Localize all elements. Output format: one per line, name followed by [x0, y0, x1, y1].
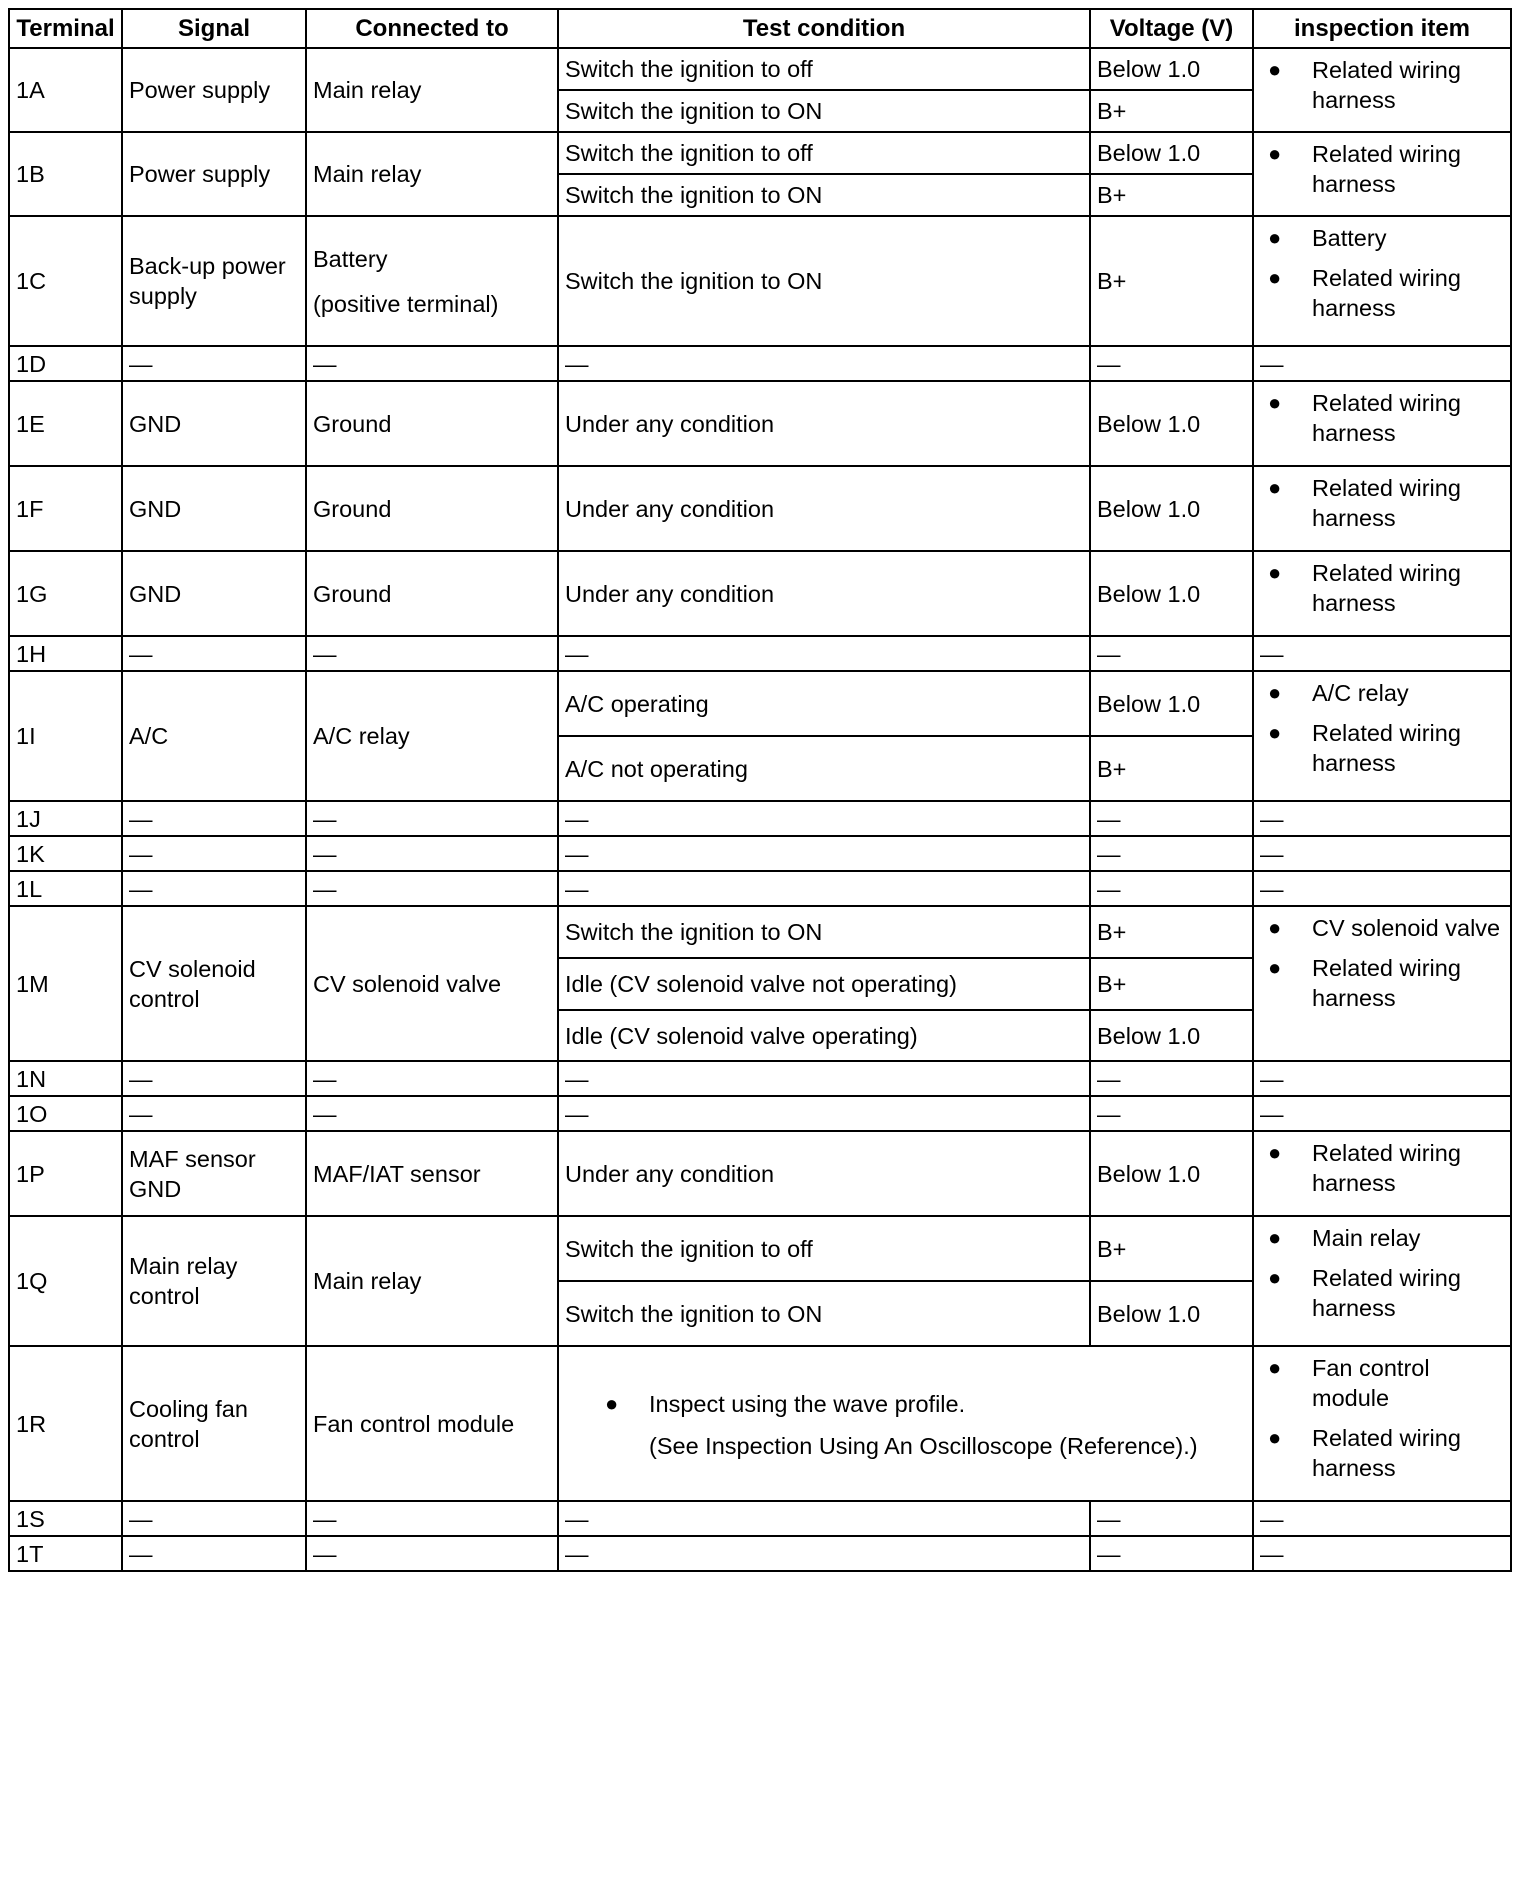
condition-cell: — — [558, 871, 1090, 906]
table-row — [9, 1216, 1511, 1281]
connector-terminal-table — [8, 8, 1510, 1572]
bullet-icon: ● — [1268, 560, 1282, 585]
signal-cell: — — [122, 836, 306, 871]
terminal-cell: 1M — [9, 906, 122, 1061]
connected-text: A/C relay — [313, 723, 410, 749]
condition-cell: Idle (CV solenoid valve not operating) — [558, 958, 1090, 1010]
voltage-cell: Below 1.0 — [1090, 466, 1253, 551]
connected-cell: — — [306, 636, 558, 671]
condition-cell: Switch the ignition to ON — [558, 1281, 1090, 1346]
condition-cell: — — [558, 801, 1090, 836]
signal-cell: GND — [122, 466, 306, 551]
inspection-list-item — [1268, 678, 1506, 708]
table-row-empty — [9, 836, 1511, 871]
connected-cell — [306, 1131, 558, 1216]
signal-cell: — — [122, 1501, 306, 1536]
inspection-list-item — [1268, 473, 1506, 533]
inspection-cell — [1253, 1216, 1511, 1346]
terminal-cell: 1Q — [9, 1216, 122, 1346]
inspection-cell: — — [1253, 636, 1511, 671]
inspection-list-item — [1268, 55, 1506, 115]
inspection-list-item — [1268, 718, 1506, 778]
header-connected-to: Connected to — [306, 9, 558, 48]
terminal-cell: 1D — [9, 346, 122, 381]
terminal-cell: 1I — [9, 671, 122, 801]
table-row — [9, 671, 1511, 736]
connected-text: Main relay — [313, 1268, 422, 1294]
table-row — [9, 1346, 1511, 1501]
connected-text: Ground — [313, 580, 392, 607]
connected-text-secondary: (positive terminal) — [313, 290, 499, 317]
signal-cell: — — [122, 801, 306, 836]
terminal-cell: 1K — [9, 836, 122, 871]
voltage-cell: — — [1090, 636, 1253, 671]
table-row-empty — [9, 346, 1511, 381]
inspection-cell — [1253, 671, 1511, 801]
header-signal: Signal — [122, 9, 306, 48]
condition-cell: — — [558, 836, 1090, 871]
bullet-icon: ● — [1268, 141, 1282, 166]
table-row-empty — [9, 636, 1511, 671]
connected-cell: — — [306, 1536, 558, 1571]
inspection-item-text: CV solenoid valve — [1312, 915, 1501, 941]
table-row-empty — [9, 1536, 1511, 1571]
inspection-item-text: Related wiring harness — [1312, 1265, 1461, 1321]
connected-cell: — — [306, 1501, 558, 1536]
terminal-table — [8, 8, 1512, 1572]
inspection-list-item — [1268, 1353, 1506, 1413]
connected-text: MAF/IAT sensor — [313, 1160, 481, 1187]
header-inspection-item: inspection item — [1253, 9, 1511, 48]
voltage-cell: Below 1.0 — [1090, 48, 1253, 90]
inspection-cell: — — [1253, 1536, 1511, 1571]
inspection-cell: — — [1253, 1096, 1511, 1131]
terminal-cell: 1O — [9, 1096, 122, 1131]
bullet-icon: ● — [1268, 1425, 1282, 1450]
inspection-item-text: Main relay — [1312, 1225, 1421, 1251]
signal-cell: — — [122, 636, 306, 671]
condition-cell: Switch the ignition to off — [558, 48, 1090, 90]
inspection-item-text: Related wiring harness — [1312, 955, 1461, 1011]
voltage-cell: Below 1.0 — [1090, 381, 1253, 466]
connected-text: Ground — [313, 410, 392, 437]
connected-cell — [306, 466, 558, 551]
bullet-icon: ● — [1268, 680, 1282, 705]
merged-condition-note: (See Inspection Using An Oscilloscope (Reference).) — [649, 1432, 1198, 1459]
bullet-icon: ● — [1268, 955, 1282, 980]
terminal-cell: 1B — [9, 132, 122, 216]
connected-cell — [306, 671, 558, 801]
connected-cell — [306, 906, 558, 1061]
voltage-cell: — — [1090, 871, 1253, 906]
inspection-cell: — — [1253, 871, 1511, 906]
signal-cell: MAF sensor GND — [122, 1131, 306, 1216]
voltage-cell: B+ — [1090, 1216, 1253, 1281]
terminal-cell: 1J — [9, 801, 122, 836]
bullet-icon: ● — [1268, 265, 1282, 290]
bullet-icon: ● — [1268, 720, 1282, 745]
terminal-cell: 1A — [9, 48, 122, 132]
voltage-cell: Below 1.0 — [1090, 1010, 1253, 1061]
condition-cell: — — [558, 1096, 1090, 1131]
inspection-item-text: A/C relay — [1312, 680, 1409, 706]
inspection-cell — [1253, 132, 1511, 216]
connected-cell — [306, 381, 558, 466]
inspection-list-item — [1268, 388, 1506, 448]
voltage-cell: Below 1.0 — [1090, 551, 1253, 636]
voltage-cell: B+ — [1090, 958, 1253, 1010]
voltage-cell: B+ — [1090, 736, 1253, 801]
connected-cell: — — [306, 1061, 558, 1096]
merged-condition-text: Inspect using the wave profile. — [649, 1390, 966, 1417]
terminal-cell: 1C — [9, 216, 122, 346]
voltage-cell: — — [1090, 836, 1253, 871]
inspection-list-item — [1268, 263, 1506, 323]
connected-cell: — — [306, 1096, 558, 1131]
signal-cell: GND — [122, 381, 306, 466]
voltage-cell: Below 1.0 — [1090, 132, 1253, 174]
signal-cell: — — [122, 871, 306, 906]
table-row — [9, 381, 1511, 466]
inspection-item-text: Related wiring harness — [1312, 265, 1461, 321]
inspection-cell — [1253, 551, 1511, 636]
signal-cell: Cooling fan control — [122, 1346, 306, 1501]
inspection-cell: — — [1253, 1061, 1511, 1096]
condition-cell: Switch the ignition to ON — [558, 174, 1090, 216]
condition-cell: — — [558, 1061, 1090, 1096]
table-row-empty — [9, 1061, 1511, 1096]
terminal-cell: 1G — [9, 551, 122, 636]
voltage-cell: Below 1.0 — [1090, 1281, 1253, 1346]
bullet-icon: ● — [1268, 225, 1282, 250]
inspection-item-text: Related wiring harness — [1312, 57, 1461, 113]
terminal-cell: 1S — [9, 1501, 122, 1536]
inspection-list-item — [1268, 913, 1506, 943]
condition-cell: Switch the ignition to off — [558, 132, 1090, 174]
bullet-icon: ● — [1268, 1225, 1282, 1250]
connected-text: Fan control module — [313, 1410, 515, 1437]
inspection-item-text: Related wiring harness — [1312, 390, 1461, 446]
table-row — [9, 132, 1511, 174]
inspection-item-text: Related wiring harness — [1312, 475, 1461, 531]
voltage-cell: — — [1090, 346, 1253, 381]
connected-cell — [306, 1346, 558, 1501]
inspection-cell: — — [1253, 346, 1511, 381]
table-row — [9, 551, 1511, 636]
table-row-empty — [9, 871, 1511, 906]
header-row — [9, 9, 1511, 48]
inspection-item-text: Related wiring harness — [1312, 560, 1461, 616]
bullet-icon: ● — [1268, 390, 1282, 415]
condition-cell: — — [558, 1536, 1090, 1571]
bullet-icon: ● — [605, 1390, 619, 1416]
voltage-cell: — — [1090, 801, 1253, 836]
condition-cell: Idle (CV solenoid valve operating) — [558, 1010, 1090, 1061]
condition-cell: Switch the ignition to ON — [558, 90, 1090, 132]
table-row-empty — [9, 1096, 1511, 1131]
header-terminal: Terminal — [9, 9, 122, 48]
connected-cell — [306, 551, 558, 636]
voltage-cell: — — [1090, 1096, 1253, 1131]
table-row — [9, 906, 1511, 958]
bullet-icon: ● — [1268, 57, 1282, 82]
condition-cell: Under any condition — [558, 1131, 1090, 1216]
inspection-cell — [1253, 48, 1511, 132]
connected-text: CV solenoid valve — [313, 970, 502, 997]
inspection-cell: — — [1253, 836, 1511, 871]
inspection-list-item — [1268, 1263, 1506, 1323]
bullet-icon: ● — [1268, 1355, 1282, 1380]
connected-text: Battery — [313, 245, 388, 272]
inspection-cell: — — [1253, 801, 1511, 836]
merged-condition-cell — [558, 1346, 1253, 1501]
inspection-cell — [1253, 1131, 1511, 1216]
signal-cell: — — [122, 1061, 306, 1096]
inspection-item-text: Related wiring harness — [1312, 1140, 1461, 1196]
bullet-icon: ● — [1268, 1140, 1282, 1165]
voltage-cell: Below 1.0 — [1090, 671, 1253, 736]
voltage-cell: — — [1090, 1061, 1253, 1096]
terminal-cell: 1H — [9, 636, 122, 671]
inspection-list-item — [1268, 953, 1506, 1013]
inspection-cell — [1253, 466, 1511, 551]
table-row-empty — [9, 801, 1511, 836]
inspection-list-item — [1268, 1423, 1506, 1483]
terminal-cell: 1L — [9, 871, 122, 906]
connected-cell — [306, 216, 558, 346]
condition-cell: — — [558, 346, 1090, 381]
connected-cell: — — [306, 801, 558, 836]
table-row — [9, 1131, 1511, 1216]
signal-cell: Back-up power supply — [122, 216, 306, 346]
voltage-cell: B+ — [1090, 174, 1253, 216]
table-row — [9, 466, 1511, 551]
merged-condition — [565, 1389, 1246, 1461]
connected-cell — [306, 48, 558, 132]
inspection-item-text: Related wiring harness — [1312, 141, 1461, 197]
merged-condition-item — [605, 1389, 1246, 1419]
voltage-cell: B+ — [1090, 90, 1253, 132]
table-body — [9, 48, 1511, 1571]
connected-text: Main relay — [313, 77, 422, 103]
terminal-cell: 1P — [9, 1131, 122, 1216]
signal-cell: — — [122, 1536, 306, 1571]
table-row-empty — [9, 1501, 1511, 1536]
condition-cell: Switch the ignition to ON — [558, 216, 1090, 346]
condition-cell: Under any condition — [558, 551, 1090, 636]
header-test-condition: Test condition — [558, 9, 1090, 48]
inspection-list-item — [1268, 1223, 1506, 1253]
condition-cell: — — [558, 1501, 1090, 1536]
connected-cell — [306, 132, 558, 216]
terminal-cell: 1N — [9, 1061, 122, 1096]
voltage-cell: — — [1090, 1536, 1253, 1571]
connected-text: Main relay — [313, 161, 422, 187]
signal-cell: A/C — [122, 671, 306, 801]
bullet-icon: ● — [1268, 475, 1282, 500]
inspection-cell — [1253, 906, 1511, 1061]
terminal-cell: 1F — [9, 466, 122, 551]
condition-cell: Switch the ignition to off — [558, 1216, 1090, 1281]
condition-cell: Under any condition — [558, 466, 1090, 551]
signal-cell: Power supply — [122, 48, 306, 132]
condition-cell: A/C not operating — [558, 736, 1090, 801]
condition-cell: A/C operating — [558, 671, 1090, 736]
voltage-cell: Below 1.0 — [1090, 1131, 1253, 1216]
inspection-item-text: Related wiring harness — [1312, 720, 1461, 776]
condition-cell: Switch the ignition to ON — [558, 906, 1090, 958]
terminal-cell: 1T — [9, 1536, 122, 1571]
inspection-cell — [1253, 216, 1511, 346]
connected-cell: — — [306, 836, 558, 871]
inspection-list-item — [1268, 558, 1506, 618]
inspection-list-item — [1268, 223, 1506, 253]
signal-cell: Power supply — [122, 132, 306, 216]
condition-cell: — — [558, 636, 1090, 671]
inspection-cell: — — [1253, 1501, 1511, 1536]
connected-cell: — — [306, 871, 558, 906]
voltage-cell: — — [1090, 1501, 1253, 1536]
bullet-icon: ● — [1268, 915, 1282, 940]
table-row — [9, 216, 1511, 346]
inspection-cell — [1253, 381, 1511, 466]
inspection-item-text: Battery — [1312, 225, 1387, 251]
inspection-cell — [1253, 1346, 1511, 1501]
signal-cell: — — [122, 1096, 306, 1131]
condition-cell: Under any condition — [558, 381, 1090, 466]
inspection-item-text: Related wiring harness — [1312, 1425, 1461, 1481]
signal-cell: GND — [122, 551, 306, 636]
signal-cell: CV solenoid control — [122, 906, 306, 1061]
terminal-cell: 1R — [9, 1346, 122, 1501]
bullet-icon: ● — [1268, 1265, 1282, 1290]
terminal-cell: 1E — [9, 381, 122, 466]
signal-cell: Main relay control — [122, 1216, 306, 1346]
table-row — [9, 48, 1511, 90]
connected-cell: — — [306, 346, 558, 381]
voltage-cell: B+ — [1090, 906, 1253, 958]
signal-cell: — — [122, 346, 306, 381]
header-voltage: Voltage (V) — [1090, 9, 1253, 48]
connected-text: Ground — [313, 495, 392, 522]
inspection-list-item — [1268, 1138, 1506, 1198]
connected-cell — [306, 1216, 558, 1346]
inspection-item-text: Fan control module — [1312, 1355, 1430, 1411]
inspection-list-item — [1268, 139, 1506, 199]
voltage-cell: B+ — [1090, 216, 1253, 346]
